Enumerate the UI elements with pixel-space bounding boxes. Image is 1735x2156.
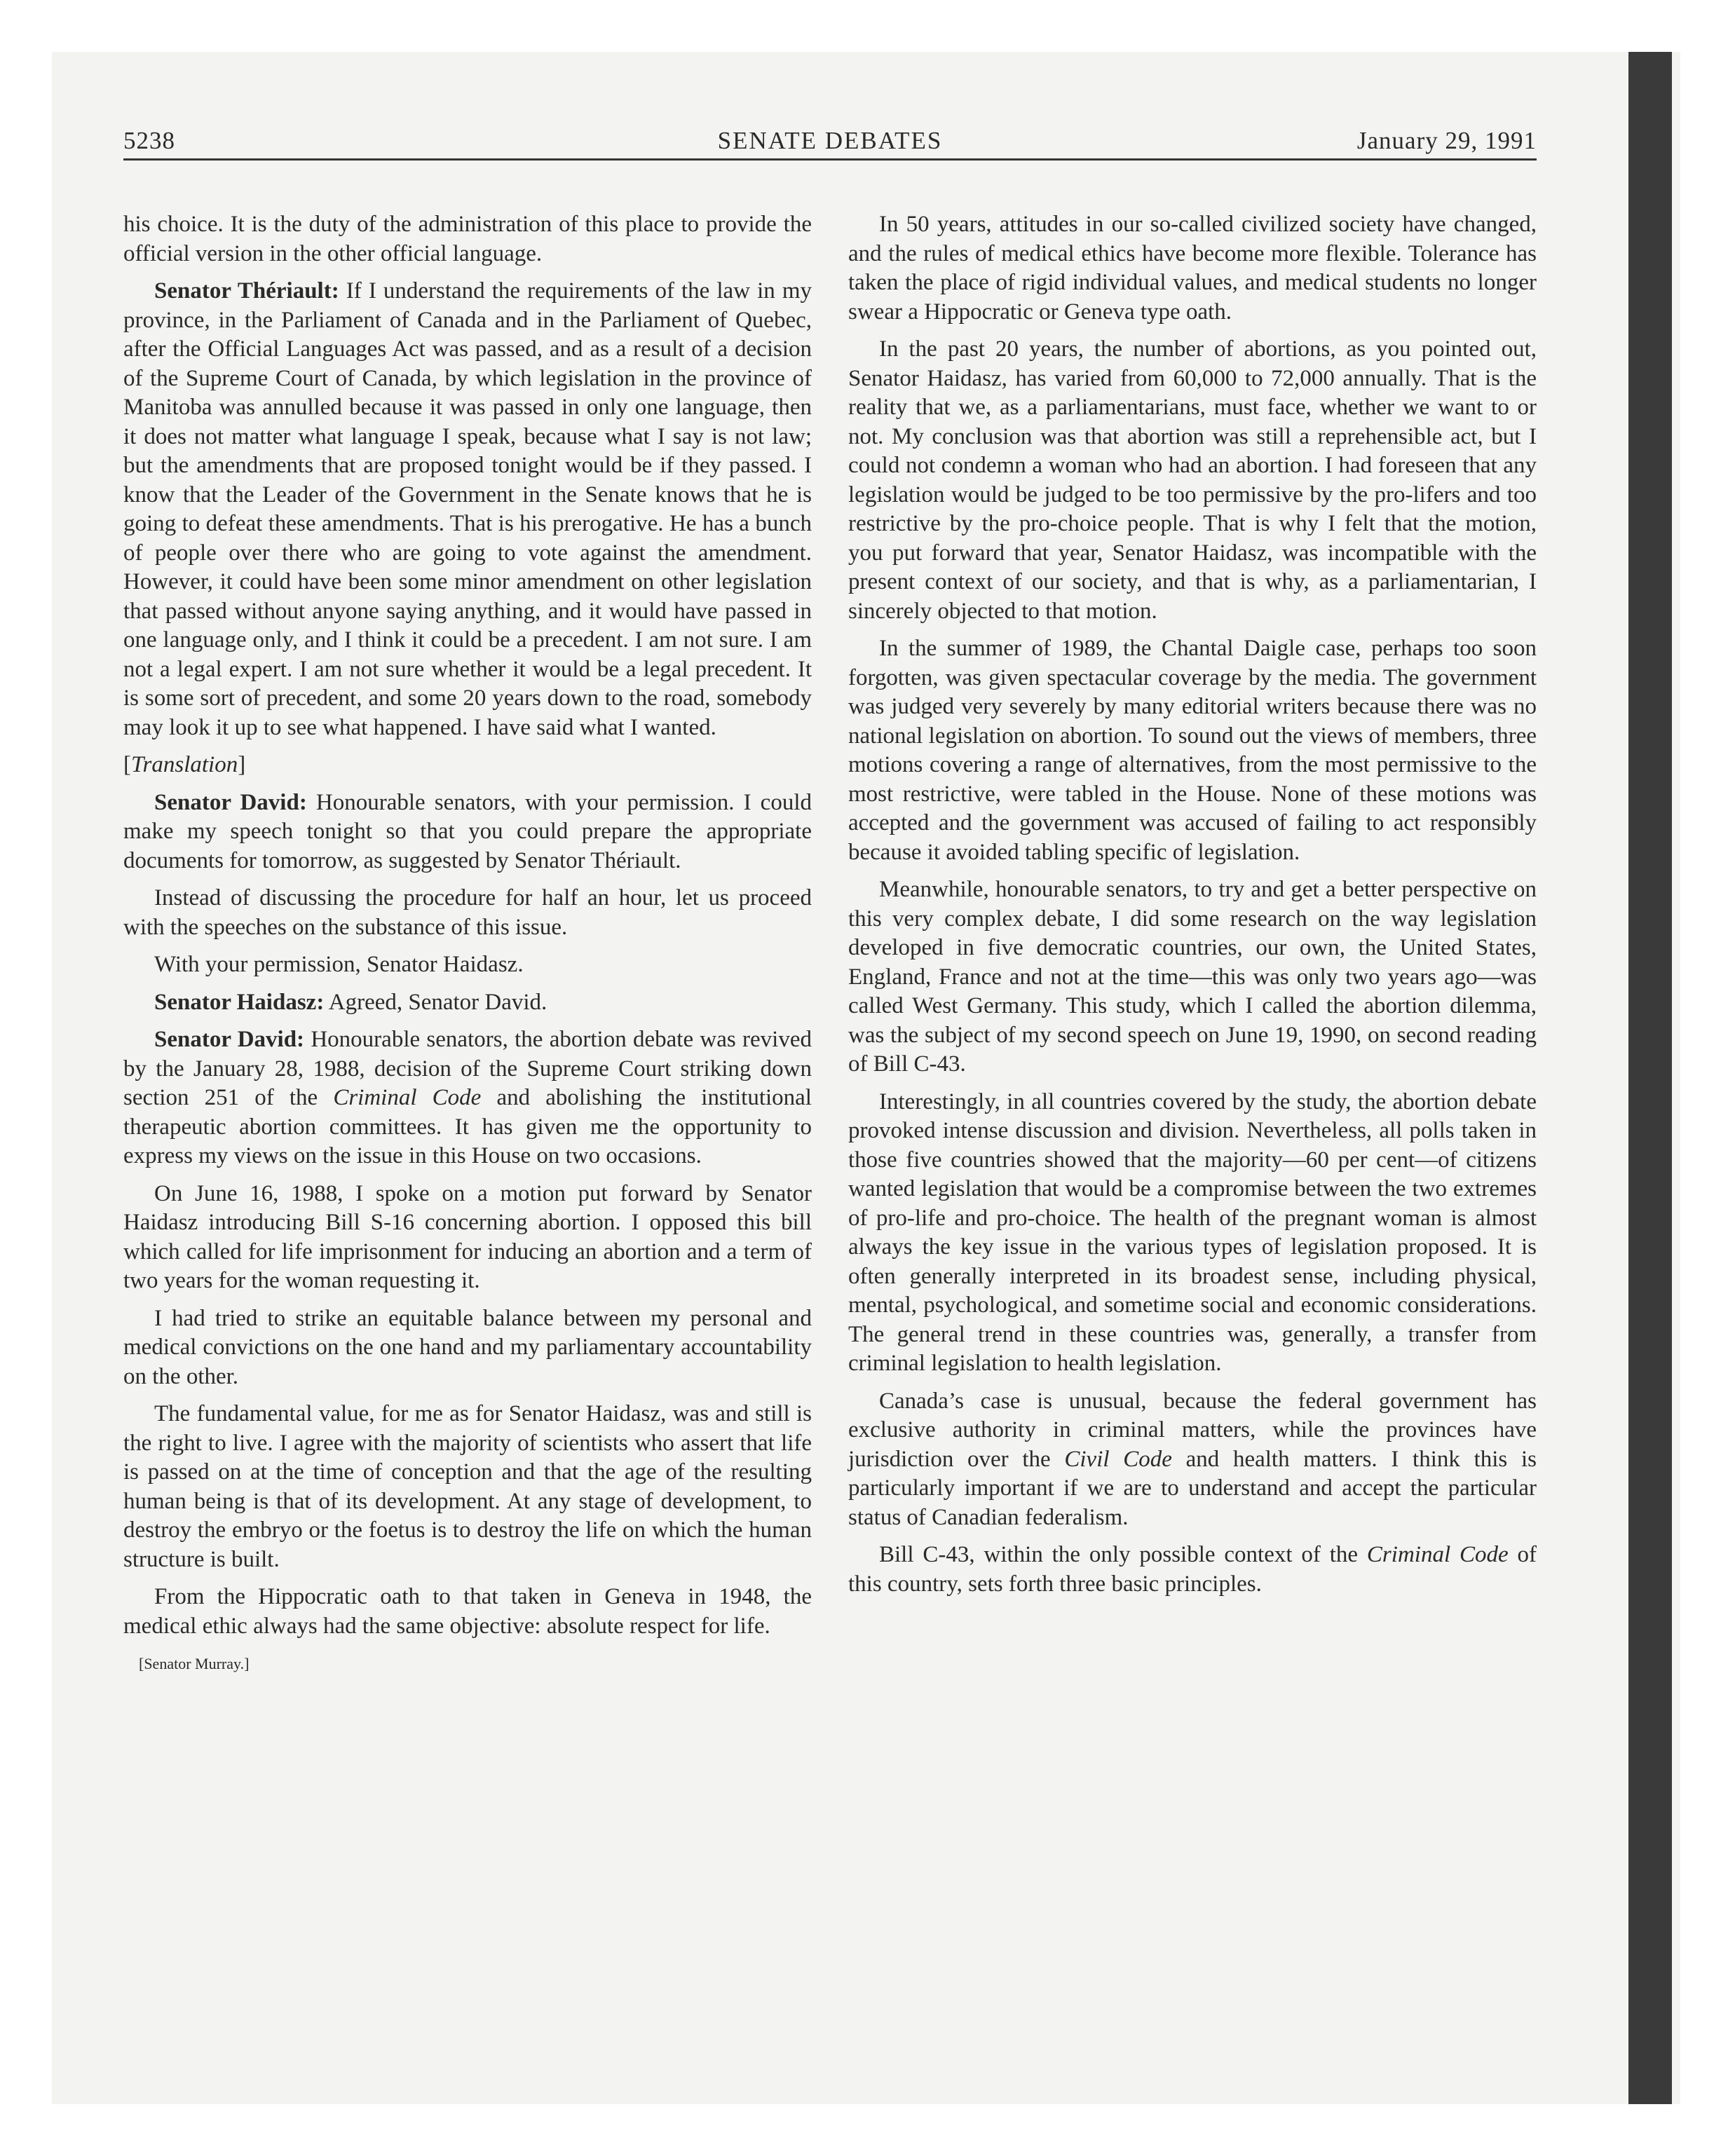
running-header	[123, 126, 1537, 156]
page-number: 5238	[123, 127, 175, 154]
paragraph	[123, 1025, 812, 1171]
publication-title: SENATE DEBATES	[717, 127, 943, 154]
header-rule	[123, 158, 1537, 161]
speech-text: of this country, sets forth three basic principles.	[848, 1542, 1537, 1597]
paragraph: In the past 20 years, the number of abortions, as you pointed out, Senator Haidasz, has varied from 60,000 to 72,000 annually. That is the reality that we, as a parliamentarians, must face, whether we want to or not. My conclusion was that abortion was still a reprehensible act, but I could not condemn a woman who had an abortion. I had foreseen that any legislation would be judged to be too permissive by the pro-lifers and too restrictive by the pro-choice people. That is why I felt that the motion, you put forward that year, Senator Haidasz, was incompatible with the present context of our society, and that is why, as a parliamentarian, I sincerely objected to that motion.	[848, 336, 1537, 624]
paragraph: With your permission, Senator Haidasz.	[154, 952, 524, 977]
translation-tag: Translation	[131, 752, 238, 777]
bracket-open: [	[123, 752, 131, 777]
paragraph: In the summer of 1989, the Chantal Daigle case, perhaps too soon forgotten, was given spectacular coverage by the media. The government was judged very severely by many editorial writers because there was no national legislation on abortion. To sound out the views of members, three motions covering a range of alternatives, from the most permissive to the most restrictive, were tabled in the House. None of these motions was accepted and the government was accused of failing to act responsibly because it avoided tabling specific of legislation.	[848, 636, 1537, 865]
paragraph: The fundamental value, for me as for Senator Haidasz, was and still is the right to live. I agree with the majority of scientists who assert that life is passed on at the time of conception and that the age of the resulting human being is that of its development. At any stage of development, to destroy the embryo or the foetus is to destroy the life on which the human structure is built.	[123, 1401, 812, 1572]
scan-binding-edge	[1628, 52, 1672, 2104]
speaker-name: Senator Thériault:	[154, 278, 339, 303]
italic-title: Criminal Code	[1366, 1542, 1509, 1567]
sitting-date: January 29, 1991	[1356, 127, 1537, 154]
speech-text: Honourable senators, with your permission. I could make my speech tonight so that you could prepare the appropriate documents for tomorrow, as suggested by Senator Thériault.	[123, 789, 812, 873]
footnote: [Senator Murray.]	[139, 1655, 250, 1672]
speaker-name: Senator Haidasz:	[154, 989, 325, 1015]
paragraph: Instead of discussing the procedure for half an hour, let us proceed with the speeches on the substance of this issue.	[123, 885, 812, 940]
right-column	[848, 210, 1537, 1607]
speech-text: Agreed, Senator David.	[324, 989, 547, 1015]
paragraph: Interestingly, in all countries covered by the study, the abortion debate provoked intense discussion and division. Nevertheless, all polls taken in those five countries showed that the majority—60 per cent—of citizens wanted legislation that would be a compromise between the two extremes of pro-life and pro-choice. The health of the pregnant woman is almost always the key issue in the various types of legislation proposed. It is often generally interpreted in its broadest sense, including physical, mental, psychological, and sometime social and economic considerations. The general trend in these countries was, generally, a transfer from criminal legislation to health legislation.	[848, 1089, 1537, 1376]
translation-marker	[123, 751, 812, 780]
left-column	[123, 210, 812, 1683]
speaker-name: Senator David:	[154, 1027, 305, 1052]
paragraph: In 50 years, attitudes in our so-called civilized society have changed, and the rules of medical ethics have become more flexible. Tolerance has taken the place of rigid individual values, and medical students no longer swear a Hippocratic or Geneva type oath.	[848, 212, 1537, 325]
bracket-close: ]	[238, 752, 246, 777]
paragraph: his choice. It is the duty of the administration of this place to provide the official version in the other official language.	[123, 212, 812, 266]
paragraph: I had tried to strike an equitable balance between my personal and medical convictions on the one hand and my parliamentary accountability on the other.	[123, 1305, 812, 1389]
speech-text: Bill C-43, within the only possible context of the	[879, 1542, 1367, 1567]
speech-text: If I understand the requirements of the law in my province, in the Parliament of Canada and in the Parliament of Quebec, after the Official Languages Act was passed, and as a result of a decision of the Supreme Court of Canada, by which legislation in the province of Manitoba was annulled because it was passed in only one language, then it does not matter what language I speak, because what I say is not law; but the amendments that are proposed tonight would be if they passed. I know that the Leader of the Government in the Senate knows that he is going to defeat these amendments. That is his prerogative. He has a bunch of people over there who are going to vote against the amendment. However, it could have been some minor amendment on other legislation that passed without anyone saying anything, and it would have passed in one language only, and I think it could be a precedent. I am not sure. I am not a legal expert. I am not sure whether it would be a legal precedent. It is some sort of precedent, and some 20 years down to the road, somebody may look it up to see what happened. I have said what I wanted.	[123, 278, 812, 740]
italic-title: Civil Code	[1064, 1446, 1172, 1472]
paragraph	[123, 988, 812, 1018]
paragraph: On June 16, 1988, I spoke on a motion put forward by Senator Haidasz introducing Bill S-16 concerning abortion. I opposed this bill which called for life imprisonment for inducing an abortion and a term of two years for the woman requesting it.	[123, 1180, 812, 1293]
speech-text: Honourable senators, the abortion debate was revived by the January 28, 1988, decision of the Supreme Court striking down section 251 of the	[123, 1027, 812, 1110]
paragraph	[123, 789, 812, 876]
speech-text: and health matters. I think this is particularly important if we are to understand and accept the particular status of Canadian federalism.	[848, 1446, 1537, 1530]
paragraph	[123, 277, 812, 742]
speaker-name: Senator David:	[154, 789, 307, 815]
paragraph: Meanwhile, honourable senators, to try and get a better perspective on this very complex debate, I did some research on the way legislation developed in five democratic countries, our own, the United States, England, France and not at the time—this was only two years ago—was called West Germany. This study, which I called the abortion dilemma, was the subject of my second speech on June 19, 1990, on second reading of Bill C-43.	[848, 877, 1537, 1077]
paragraph	[848, 1387, 1537, 1533]
speech-text: and abolishing the institutional therapeutic abortion committees. It has given me the opportunity to express my views on the issue in this House on two occasions.	[123, 1085, 812, 1168]
italic-title: Criminal Code	[333, 1085, 482, 1110]
paragraph	[848, 1541, 1537, 1599]
speech-text: Canada’s case is unusual, because the federal government has exclusive authority in criminal matters, while the provinces have jurisdiction over the	[848, 1388, 1537, 1472]
paragraph: From the Hippocratic oath to that taken in Geneva in 1948, the medical ethic always had the same objective: absolute respect for life.	[123, 1584, 812, 1639]
